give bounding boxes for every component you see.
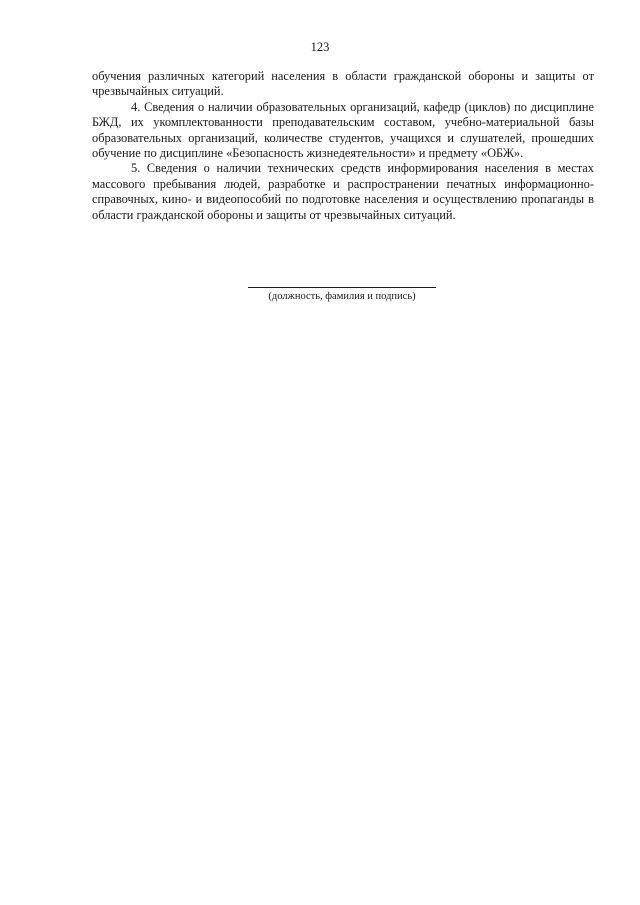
paragraph-continuation: обучения различных категорий населения в области гражданской обороны и защиты от чрезвычайных ситуаций. (92, 69, 594, 99)
paragraph-item-4: 4. Сведения о наличии образовательных организаций, кафедр (циклов) по дисциплине БЖД, их укомплектованности преподавательским составом, учебно-материальной базы образовательных организаций, количестве студентов, учащихся и слушателей, прошедших обучение по дисциплине «Безопасность жизнедеятельности» и предмету «ОБЖ». (92, 99, 594, 161)
signature-line (248, 287, 436, 288)
page-number: 123 (310, 40, 330, 54)
signature-caption: (должность, фамилия и подпись) (268, 291, 416, 302)
document-body (92, 69, 594, 223)
paragraph-item-5: 5. Сведения о наличии технических средств информирования населения в местах массового пребывания людей, разработке и распространении печатных информационно-справочных, кино- и видеопособий по подготовке населения и осуществлению пропаганды в области гражданской обороны и защиты от чрезвычайных ситуаций. (92, 161, 594, 222)
